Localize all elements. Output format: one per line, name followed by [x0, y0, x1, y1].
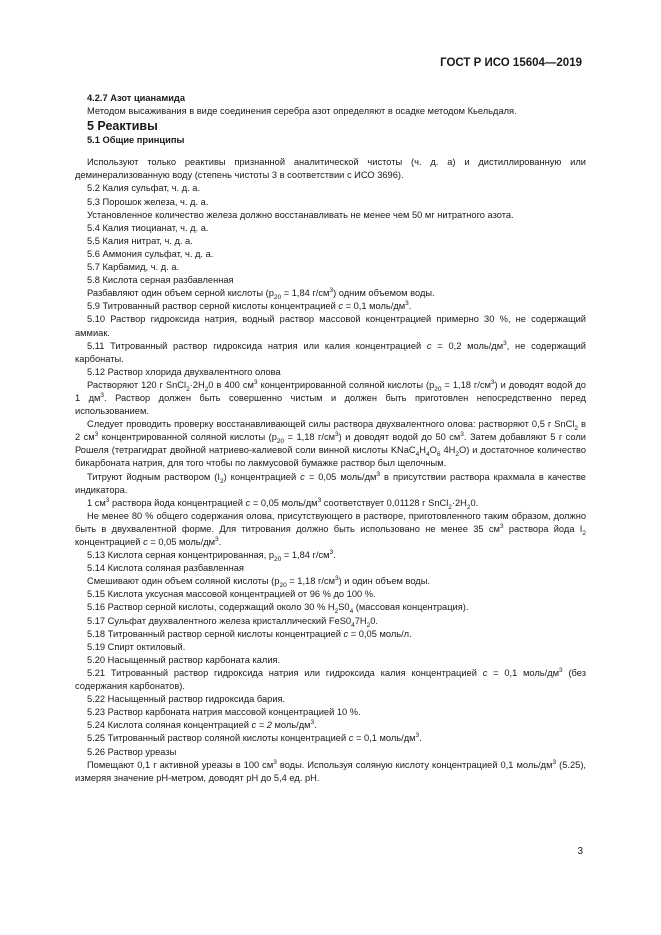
paragraph-5-1: Используют только реактивы признанной аналитической чистоты (ч. д. а) и дистиллированную или деминерализованную воду (степень чистоты 3 в соответствии с ИСО 3696).	[75, 157, 586, 181]
item-5-25: 5.25 Титрованный раствор соляной кислоты концентрацией с = 0,1 моль/$дм^3$.	[87, 732, 422, 744]
item-5-23: 5.23 Раствор карбоната натрия массовой концентрацией 10 %.	[87, 707, 361, 718]
item-5-6: 5.6 Аммония сульфат, ч. д. а.	[87, 248, 214, 259]
item-5-12: 5.12 Раствор хлорида двухвалентного олова	[87, 366, 281, 377]
item-5-10: 5.10 Раствор гидроксида натрия, водный раствор массовой концентрацией примерно 30 %, не содержащий аммиак.	[75, 314, 586, 338]
item-5-15: 5.15 Кислота уксусная массовой концентрацией от 96 % до 100 %.	[87, 589, 376, 600]
section-4-2-7-title: 4.2.7 Азот цианамида	[87, 93, 185, 103]
section-5-title: 5 Реактивы	[87, 119, 158, 134]
item-5-7: 5.7 Карбамид, ч. д. а.	[87, 262, 180, 273]
page-content	[75, 92, 586, 785]
section-5-1-title: 5.1 Общие принципы	[87, 135, 185, 146]
item-5-12-text-a: Растворяют 120 г $SnCl_2\cdot 2H_20$ в 400 $см^3$ концентрированной соляной кислоты ($p_{20} = 1,18$ $г/см^3$) и доводят водой до 1 $дм^3$. Раствор должен быть совершенно чистым и должен быть приготовлен непосредственно перед использованием.	[75, 378, 586, 417]
item-5-9: 5.9 Титрованный раствор серной кислоты концентрацией с = 0,1 моль/$дм^3$.	[87, 300, 412, 312]
item-5-8-text: Разбавляют один объем серной кислоты ($p_{20} = 1,84$ $г/см^3$) одним объемом воды.	[87, 287, 435, 302]
item-5-16: 5.16 Раствор серной кислоты, содержащий около 30 % $H_2S0_4$ (массовая концентрация).	[87, 602, 469, 616]
item-5-13: 5.13 Кислота серная концентрированная, $p_{20} = 1,84$ $г/см^3$.	[87, 549, 336, 563]
item-5-14: 5.14 Кислота соляная разбавленная	[87, 563, 244, 574]
item-5-5: 5.5 Калия нитрат, ч. д. а.	[87, 235, 193, 246]
item-5-14-text: Смешивают один объем соляной кислоты ($p_{20} = 1,18$ $г/см^3$) и один объем воды.	[87, 575, 430, 590]
item-5-11: 5.11 Титрованный раствор гидроксида натрия или калия концентрацией с = 0,2 моль/$дм^3$, не содержащий карбонаты.	[75, 339, 586, 364]
item-5-24: 5.24 Кислота соляная концентрацией с = 2 моль/$дм^3$.	[87, 719, 317, 731]
item-5-22: 5.22 Насыщенный раствор гидроксида бария.	[87, 694, 286, 705]
item-5-21: 5.21 Титрованный раствор гидроксида натрия или гидроксида калия концентрацией с = 0,1 моль/$дм^3$ (без содержания карбонатов).	[75, 666, 586, 692]
item-5-18: 5.18 Титрованный раствор серной кислоты концентрацией с = 0,05 моль/л.	[87, 628, 412, 639]
item-5-17: 5.17 Сульфат двухвалентного железа кристаллический $FeS0_47H_20$.	[87, 615, 379, 629]
section-4-2-7-text: Методом высаживания в виде соединения серебра азот определяют в осадке методом Кьельдаля.	[87, 106, 517, 117]
item-5-26-text: Помещают 0,1 г активной уреазы в 100 $см^3$ воды. Используя соляную кислоту концентрацией 0,1 моль/$дм^3$ (5.25), измеряя значение pH-метром, доводят pH до 5,4 ед. pH.	[75, 758, 586, 783]
page-number: 3	[577, 846, 583, 857]
item-5-12-text-e: Не менее 80 % общего содержания олова, присутствующего в растворе, приготовленного таким образом, должно быть в двухвалентной форме. Для титрования должно быть использовано не менее 35 $см^3$ раствора йода $I_2$ концентрацией с = 0,05 моль/$дм^3$.	[75, 510, 587, 547]
document-code-header: ГОСТ Р ИСО 15604—2019	[440, 57, 582, 69]
item-5-12-text-b: Следует проводить проверку восстанавливающей силы раствора двухвалентного олова: растворяют 0,5 г SnCl$_2$ в 2 $см^3$ концентрированной соляной кислоты ($p_{20} = 1,18$ $г/см^3$) и доводят водой до 50 $см^3$. Затем добавляют 5 г соли Рошеля (тетрагидрат двойной натриево-калиевой соли винной кислоты $KNaC_4H_4O_6$ $4H_2O$) и достаточное количество бикарбоната натрия, для того чтобы по лакмусовой бумажке раствор был щелочным.	[75, 419, 586, 469]
item-5-3-note: Установленное количество железа должно восстанавливать не менее чем 50 мг нитратного азота.	[87, 209, 514, 220]
item-5-19: 5.19 Спирт октиловый.	[87, 641, 186, 652]
item-5-12-text-c: Титруют йодным раствором $(I_2)$ концентрацией с = 0,05 моль/$дм^3$ в присутствии раствора крахмала в качестве индикатора.	[75, 470, 586, 495]
item-5-20: 5.20 Насыщенный раствор карбоната калия.	[87, 654, 281, 665]
item-5-4: 5.4 Калия тиоцианат, ч. д. а.	[87, 222, 209, 233]
item-5-2: 5.2 Калия сульфат, ч. д. а.	[87, 183, 201, 194]
item-5-26: 5.26 Раствор уреазы	[87, 746, 177, 757]
item-5-8: 5.8 Кислота серная разбавленная	[87, 275, 234, 286]
item-5-12-text-d: 1 $см^3$ раствора йода концентрацией с = 0,05 моль/$дм^3$ соответствует 0,01128 г $SnCl_2\cdot 2H_20$.	[87, 496, 479, 511]
item-5-3: 5.3 Порошок железа, ч. д. а.	[87, 196, 209, 207]
